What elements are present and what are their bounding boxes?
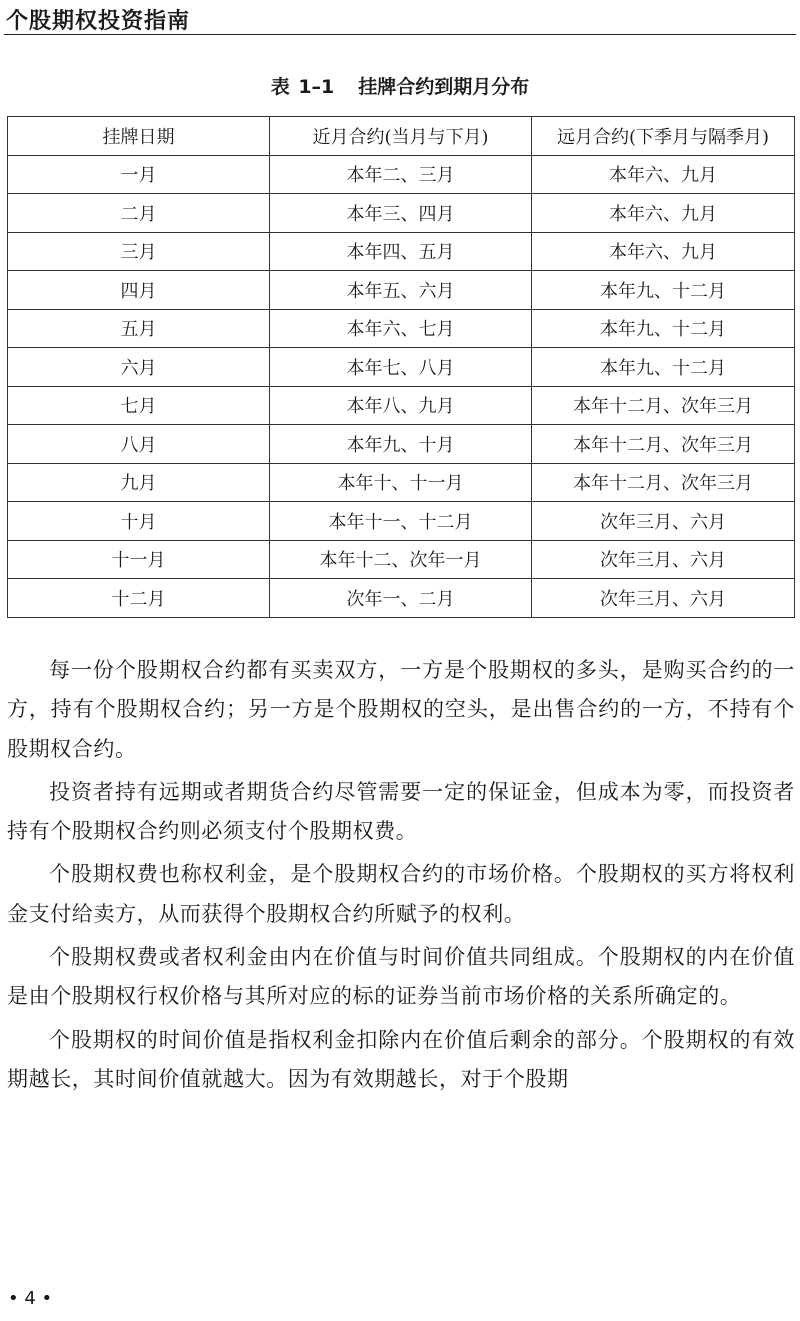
near-month-contract-cell: 次年一、二月 xyxy=(270,579,532,618)
running-header-title: 个股期权投资指南 xyxy=(6,8,191,34)
body-paragraph: 个股期权费或者权利金由内在价值与时间价值共同组成。个股期权的内在价值是由个股期权行权价格与其所对应的标的证券当前市场价格的关系所确定的。 xyxy=(7,945,795,1009)
far-month-contract-cell: 次年三月、六月 xyxy=(532,502,795,541)
table-row xyxy=(8,194,795,233)
table-row xyxy=(8,463,795,502)
far-month-contract-cell: 本年十二月、次年三月 xyxy=(532,386,795,425)
near-month-contract-cell: 本年六、七月 xyxy=(270,309,532,348)
far-month-contract-cell: 本年十二月、次年三月 xyxy=(532,463,795,502)
near-month-contract-cell: 本年五、六月 xyxy=(270,271,532,310)
column-header-far-month: 远月合约(下季月与隔季月) xyxy=(532,117,795,156)
table-row xyxy=(8,155,795,194)
listing-month-cell: 三月 xyxy=(8,232,270,271)
table-body xyxy=(8,155,795,617)
table-row xyxy=(8,540,795,579)
listing-month-cell: 五月 xyxy=(8,309,270,348)
table-caption-title: 挂牌合约到期月分布 xyxy=(358,76,530,98)
far-month-contract-cell: 本年九、十二月 xyxy=(532,348,795,387)
table-caption xyxy=(0,72,800,99)
near-month-contract-cell: 本年十二、次年一月 xyxy=(270,540,532,579)
listing-month-cell: 七月 xyxy=(8,386,270,425)
listing-month-cell: 九月 xyxy=(8,463,270,502)
table-row xyxy=(8,271,795,310)
near-month-contract-cell: 本年十、十一月 xyxy=(270,463,532,502)
far-month-contract-cell: 次年三月、六月 xyxy=(532,540,795,579)
listing-month-cell: 十月 xyxy=(8,502,270,541)
far-month-contract-cell: 本年六、九月 xyxy=(532,155,795,194)
far-month-contract-cell: 本年九、十二月 xyxy=(532,271,795,310)
near-month-contract-cell: 本年十一、十二月 xyxy=(270,502,532,541)
listing-month-cell: 四月 xyxy=(8,271,270,310)
table-row xyxy=(8,232,795,271)
table-row xyxy=(8,502,795,541)
expiry-distribution-table xyxy=(7,116,795,618)
table-row xyxy=(8,309,795,348)
listing-month-cell: 二月 xyxy=(8,194,270,233)
body-text xyxy=(7,651,795,1103)
column-header-near-month: 近月合约(当月与下月) xyxy=(270,117,532,156)
near-month-contract-cell: 本年四、五月 xyxy=(270,232,532,271)
far-month-contract-cell: 本年六、九月 xyxy=(532,194,795,233)
near-month-contract-cell: 本年二、三月 xyxy=(270,155,532,194)
far-month-contract-cell: 本年十二月、次年三月 xyxy=(532,425,795,464)
listing-month-cell: 十一月 xyxy=(8,540,270,579)
far-month-contract-cell: 次年三月、六月 xyxy=(532,579,795,618)
page-number: • 4 • xyxy=(8,1288,53,1309)
table-row xyxy=(8,348,795,387)
near-month-contract-cell: 本年九、十月 xyxy=(270,425,532,464)
body-paragraph: 投资者持有远期或者期货合约尽管需要一定的保证金，但成本为零，而投资者持有个股期权合约则必须支付个股期权费。 xyxy=(7,779,795,844)
table-row xyxy=(8,579,795,618)
table-header-row xyxy=(8,117,795,156)
listing-month-cell: 六月 xyxy=(8,348,270,387)
listing-month-cell: 一月 xyxy=(8,155,270,194)
body-paragraph: 每一份个股期权合约都有买卖双方，一方是个股期权的多头，是购买合约的一方，持有个股期权合约；另一方是个股期权的空头，是出售合约的一方，不持有个股期权合约。 xyxy=(7,658,795,761)
column-header-listing-month: 挂牌日期 xyxy=(8,117,270,156)
listing-month-cell: 十二月 xyxy=(8,579,270,618)
near-month-contract-cell: 本年八、九月 xyxy=(270,386,532,425)
table-row xyxy=(8,386,795,425)
listing-month-cell: 八月 xyxy=(8,425,270,464)
table-row xyxy=(8,425,795,464)
far-month-contract-cell: 本年九、十二月 xyxy=(532,309,795,348)
far-month-contract-cell: 本年六、九月 xyxy=(532,232,795,271)
body-paragraph: 个股期权的时间价值是指权利金扣除内在价值后剩余的部分。个股期权的有效期越长，其时间价值就越大。因为有效期越长，对于个股期 xyxy=(7,1027,795,1091)
near-month-contract-cell: 本年七、八月 xyxy=(270,348,532,387)
table-caption-number: 表 1–1 xyxy=(270,76,335,98)
near-month-contract-cell: 本年三、四月 xyxy=(270,194,532,233)
body-paragraph: 个股期权费也称权利金，是个股期权合约的市场价格。个股期权的买方将权利金支付给卖方，从而获得个股期权合约所赋予的权利。 xyxy=(7,862,795,926)
header-rule xyxy=(4,34,796,35)
